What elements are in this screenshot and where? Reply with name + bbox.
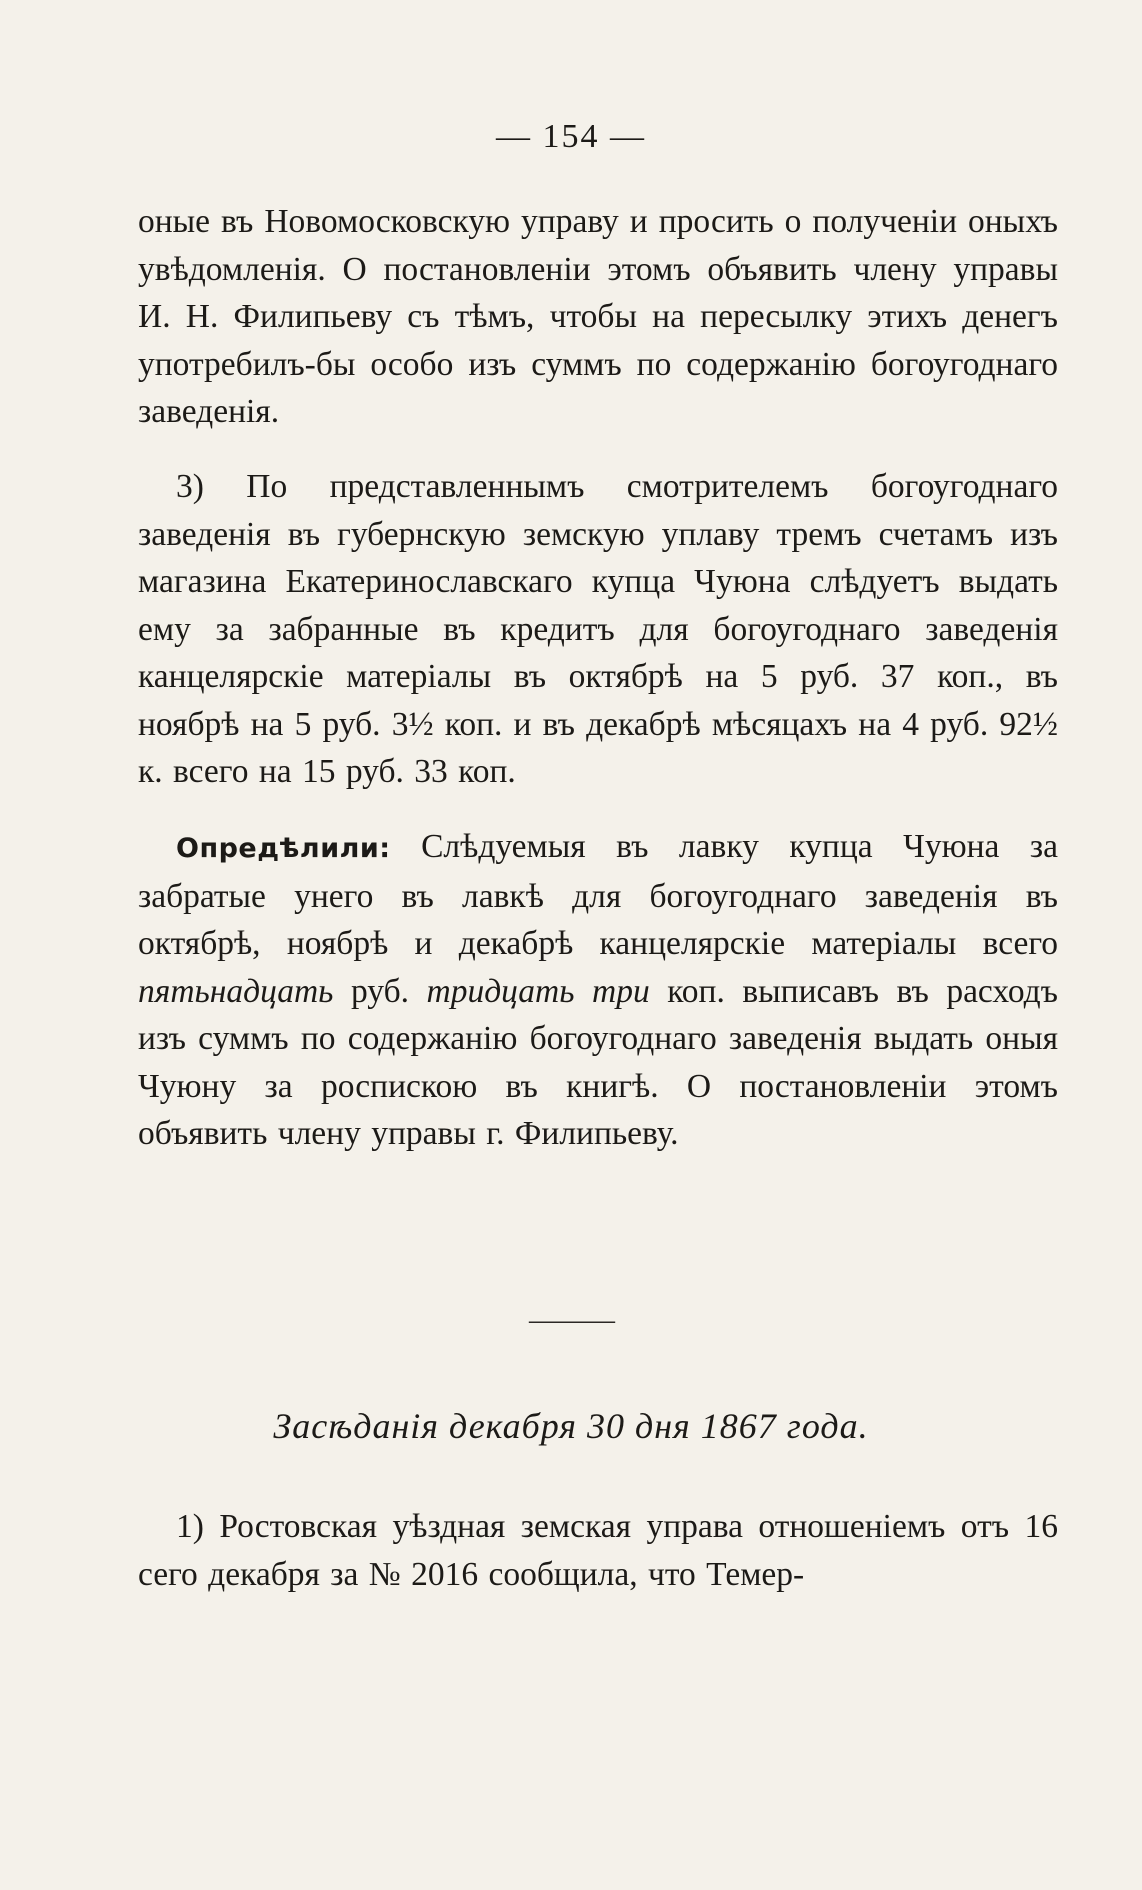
resolution-part-1: Слѣдуемыя въ лавку купца Чуюна за забратые унего въ лавкѣ для богоугоднаго заведенія въ октябрѣ, ноябрѣ и декабрѣ канцелярскіе матеріалы всего xyxy=(138,828,1058,962)
paragraph-item-1-text: 1) Ростовская уѣздная земская управа отношеніемъ отъ 16 сего декабря за № 2016 сообщила, что Темер- xyxy=(138,1508,1058,1593)
session-heading: Засѣданія декабря 30 дня 1867 года. xyxy=(273,1406,869,1446)
paragraph-item-3-text: 3) По представленнымъ смотрителемъ богоугоднаго заведенія въ губернскую земскую уплаву тремъ счетамъ изъ магазина Екатеринославскаго купца Чуюна слѣдуетъ выдать ему за забранные въ кредитъ для богоугоднаго заведенія канцелярскіе матеріалы въ октябрѣ на 5 руб. 37 коп., въ ноябрѣ на 5 руб. 3½ коп. и въ декабрѣ мѣсяцахъ на 4 руб. 92½ к. всего на 15 руб. 33 коп. xyxy=(138,468,1058,790)
resolution-amount-rub: пятьнадцать xyxy=(138,972,334,1010)
resolution-part-3: коп. выписавъ въ расходъ изъ суммъ по содержанію богоугоднаго заведенія выдать оныя Чуюну за роспискою въ книгѣ. О постановленіи этомъ объявить члену управы г. Филипьеву. xyxy=(138,972,1058,1152)
paragraph-continuation xyxy=(138,198,1058,436)
paragraph-item-1 xyxy=(138,1503,1058,1598)
page-number: — 154 — xyxy=(496,118,646,155)
resolution-amount-kop: тридцать три xyxy=(426,972,650,1010)
resolution-lead: Опредѣлили: xyxy=(176,833,391,864)
paragraph-item-3 xyxy=(138,463,1058,796)
resolution-part-2: руб. xyxy=(333,972,427,1010)
paragraph-continuation-text: оные въ Новомосковскую управу и просить о полученіи оныхъ увѣдомленія. О постановленіи этомъ объявить члену управы И. Н. Филипьеву съ тѣмъ, чтобы на пересылку этихъ денегъ употребилъ-бы особо изъ суммъ по содержанію богоугоднаго заведенія. xyxy=(138,203,1058,430)
resolution-text xyxy=(138,823,1058,1158)
section-separator: ——— xyxy=(529,1303,613,1336)
paragraph-resolution xyxy=(138,823,1058,1158)
